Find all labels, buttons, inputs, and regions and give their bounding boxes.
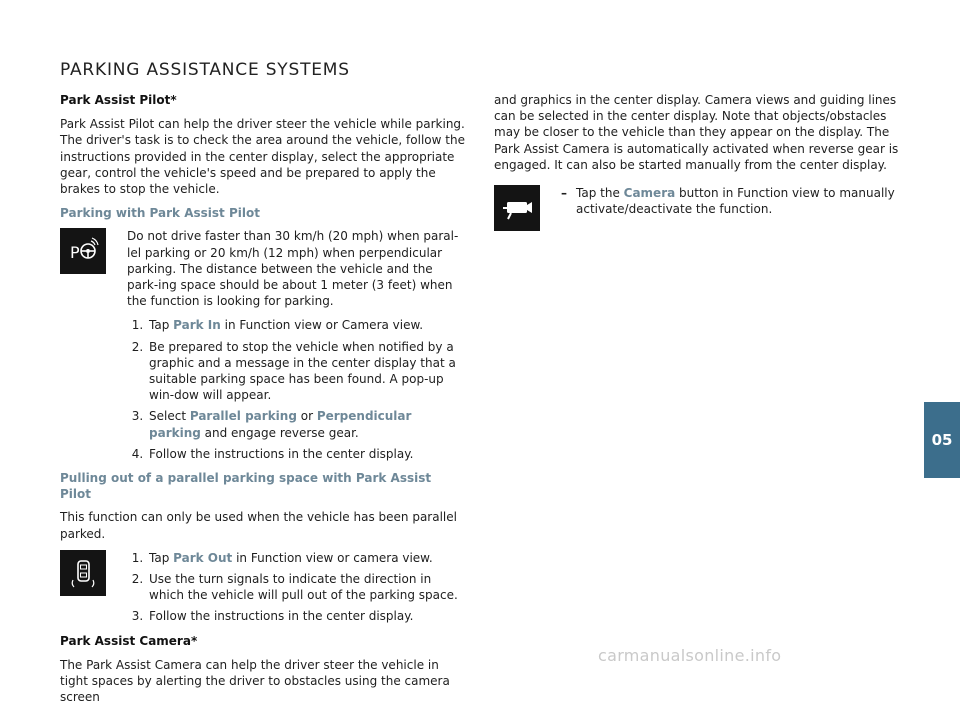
pullout-steps-list — [127, 550, 466, 625]
pullout-block — [60, 550, 466, 633]
camera-icon — [494, 185, 540, 231]
chapter-number: 05 — [931, 431, 953, 449]
list-item: 2. Use the turn signals to indicate the direction in which the vehicle will pull out of the parking space. — [147, 571, 466, 603]
parking-steps-list — [127, 317, 466, 462]
camera-button-label: Camera — [623, 186, 676, 201]
park-assist-camera-text-cont: and graphics in the center display. Camera views and guiding lines can be selected in the center display. Note that objects/obstacles may be closer to the vehicle than they appear on the display. The Park Assist Camera is automatically activated when reverse gear is engaged. It can also be started manually from the center display. — [494, 93, 899, 172]
park-assist-icon — [60, 228, 106, 274]
parking-block — [60, 228, 466, 470]
list-item: 4. Follow the instructions in the center display. — [147, 446, 466, 462]
left-column — [60, 92, 466, 714]
list-item: 1. Tap Park Out in Function view or camera view. — [147, 550, 466, 566]
camera-block — [494, 185, 900, 231]
park-assist-pilot-intro: Park Assist Pilot can help the driver steer the vehicle while parking. The driver's task is to check the area around the vehicle, follow the instructions provided in the center display, select the appropriate gear, control the vehicle's speed and be prepared to apply the brakes to stop the vehicle. — [60, 117, 465, 197]
list-item: 3. Select Parallel parking or Perpendicular parking and engage reverse gear. — [147, 408, 466, 440]
list-item: 2. Be prepared to stop the vehicle when notified by a graphic and a message in the center display that a suitable parking space has been found. A pop-up win-dow will appear. — [147, 339, 466, 404]
svg-text:P: P — [70, 243, 80, 263]
park-in-label: Park In — [173, 318, 221, 333]
park-assist-pilot-heading: Park Assist Pilot* — [60, 93, 177, 107]
camera-steps-list — [561, 185, 900, 217]
list-item: 1. Tap Park In in Function view or Camera view. — [147, 317, 466, 333]
park-out-label: Park Out — [173, 550, 233, 565]
park-assist-camera-text-start: The Park Assist Camera can help the driver steer the vehicle in tight spaces by alerting the driver to obstacles using the camera screen — [60, 657, 450, 705]
parallel-parking-label: Parallel parking — [189, 409, 297, 424]
perpendicular-parking-label: Perpendicular parking — [149, 409, 412, 440]
page-title: PARKING ASSISTANCE SYSTEMS — [60, 60, 350, 80]
park-assist-camera-heading: Park Assist Camera* — [60, 633, 198, 648]
pullout-text: This function can only be used when the vehicle has been parallel parked. — [60, 510, 457, 541]
pullout-subheading: Pulling out of a parallel parking space with Park Assist Pilot — [60, 471, 432, 502]
watermark: carmanualsonline.info — [598, 646, 782, 665]
list-item: – Tap the Camera button in Function view to manually activate/deactivate the function. — [561, 185, 900, 217]
chapter-tab[interactable] — [924, 402, 960, 478]
parking-instructions-text: Do not drive faster than 30 km/h (20 mph) when paral-lel parking or 20 km/h (12 mph) when perpendicular parking. The distance between the vehicle and the park-ing space should be about 1 meter (3 feet) when the function is looking for parking. — [127, 229, 459, 309]
parking-subheading: Parking with Park Assist Pilot — [60, 206, 260, 221]
park-out-icon — [60, 550, 106, 596]
right-column — [494, 92, 900, 231]
list-item: 3. Follow the instructions in the center display. — [147, 608, 466, 624]
